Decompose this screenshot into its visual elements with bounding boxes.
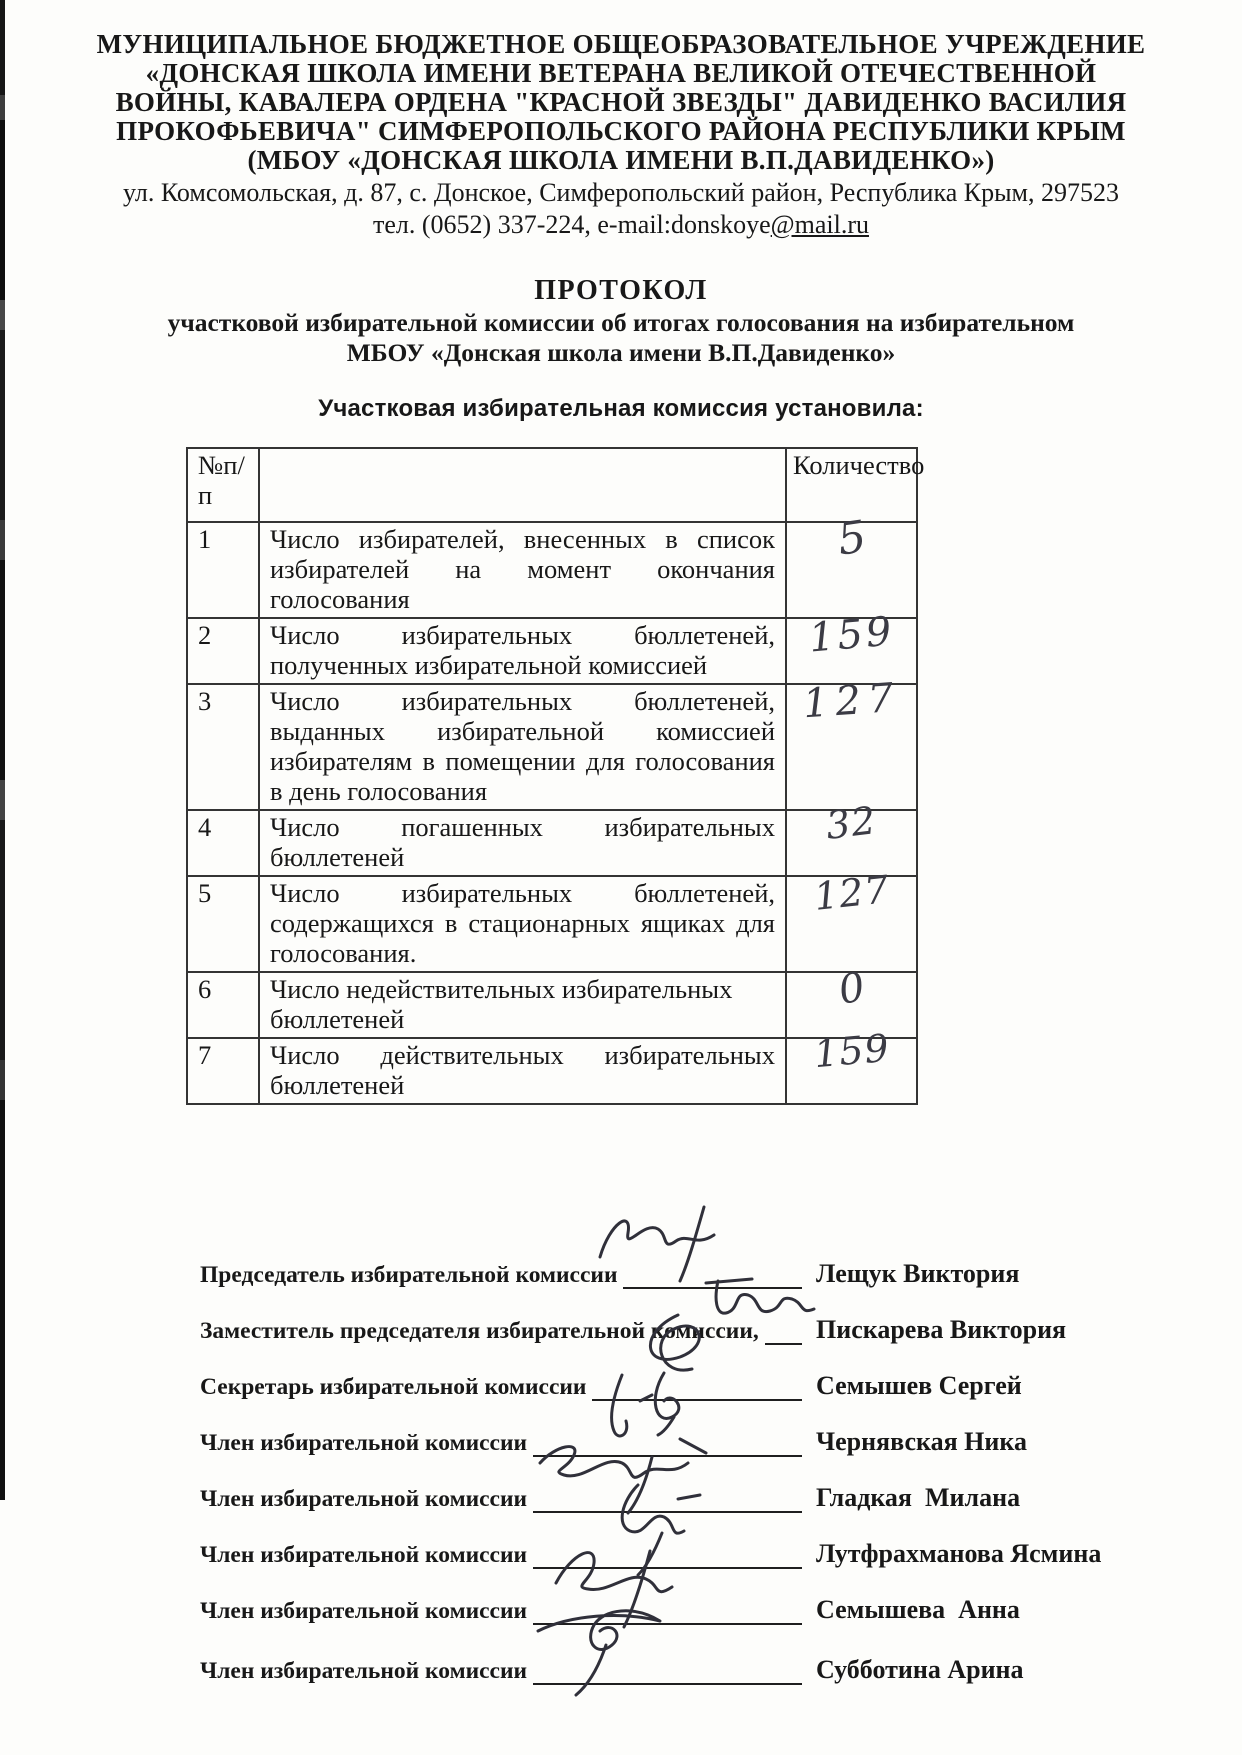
row-num: 4 <box>187 810 259 876</box>
handwritten-value: 159 <box>806 608 897 662</box>
letterhead-line: ВОЙНЫ, КАВАЛЕРА ОРДЕНА "КРАСНОЙ ЗВЕЗДЫ" ДАВИДЕНКО ВАСИЛИЯ <box>115 87 1127 117</box>
row-value <box>786 674 917 810</box>
signature-name: Семышев Сергей <box>816 1371 1022 1400</box>
header-desc <box>259 448 786 522</box>
signature-line <box>533 1487 802 1513</box>
row-num: 5 <box>187 876 259 972</box>
handwritten-value: 0 <box>834 964 869 1014</box>
letterhead-contacts <box>0 210 1242 239</box>
signature-line <box>765 1319 802 1345</box>
signature-name: Гладкая Милана <box>816 1483 1021 1512</box>
letterhead <box>0 0 1242 239</box>
row-value <box>786 511 917 618</box>
table-row <box>187 1038 917 1104</box>
signature-role: Член избирательной комиссии <box>200 1430 528 1456</box>
contact-email-domain: @mail.ru <box>770 210 869 239</box>
signature-row-member-1 <box>200 1401 1200 1457</box>
scan-edge-artifact <box>0 0 5 1500</box>
signature-line <box>592 1375 802 1401</box>
signature-name: Лутфрахманова Ясмина <box>816 1539 1102 1568</box>
handwritten-value: 159 <box>811 1025 892 1077</box>
document-subtitle-2: МБОУ «Донская школа имени В.П.Давиденко» <box>346 338 896 367</box>
row-desc: Число погашенных избирательных бюллетеней <box>259 810 786 876</box>
table-row <box>187 810 917 876</box>
signature-line <box>533 1543 802 1569</box>
row-num: 2 <box>187 618 259 684</box>
letterhead-line: МУНИЦИПАЛЬНОЕ БЮДЖЕТНОЕ ОБЩЕОБРАЗОВАТЕЛЬНОЕ УЧРЕЖДЕНИЕ <box>96 29 1146 59</box>
row-value <box>786 867 917 972</box>
letterhead-line: (МБОУ «ДОНСКАЯ ШКОЛА ИМЕНИ В.П.ДАВИДЕНКО») <box>247 145 995 175</box>
results-table <box>186 447 925 1105</box>
table-row <box>187 618 917 684</box>
table-row <box>187 522 917 618</box>
signature-role: Секретарь избирательной комиссии <box>200 1374 587 1400</box>
signature-row-secretary <box>200 1345 1200 1401</box>
lead-sentence: Участковая избирательная комиссия установила: <box>318 395 924 422</box>
signature-role: Член избирательной комиссии <box>200 1598 528 1624</box>
row-desc: Число недействительных избирательных бюллетеней <box>259 972 786 1038</box>
document-title-block <box>0 276 1242 366</box>
table-header-row <box>187 448 917 522</box>
signature-row-member-2 <box>200 1457 1200 1513</box>
signature-line <box>533 1659 802 1685</box>
signature-row-chairman <box>200 1233 1200 1289</box>
handwritten-value: 5 <box>834 511 869 566</box>
signature-name: Пискарева Виктория <box>816 1315 1067 1344</box>
signature-role: Член избирательной комиссии <box>200 1486 528 1512</box>
signature-line <box>533 1431 802 1457</box>
letterhead-line: ПРОКОФЬЕВИЧА" СИМФЕРОПОЛЬСКОГО РАЙОНА РЕСПУБЛИКИ КРЫМ <box>116 116 1126 146</box>
row-desc: Число избирателей, внесенных в список избирателей на момент окончания голосования <box>259 522 786 618</box>
row-value <box>786 798 917 876</box>
table-row <box>187 876 917 972</box>
row-desc: Число избирательных бюллетеней, выданных избирательной комиссией избирателям в помещении для голосования в день голосования <box>259 684 786 810</box>
row-num: 1 <box>187 522 259 618</box>
table-row <box>187 684 917 810</box>
letterhead-line: «ДОНСКАЯ ШКОЛА ИМЕНИ ВЕТЕРАНА ВЕЛИКОЙ ОТЕЧЕСТВЕННОЙ <box>145 58 1097 88</box>
row-value <box>786 1025 917 1104</box>
contact-phone-email: тел. (0652) 337-224, e-mail:donskoye <box>373 210 771 239</box>
signature-name: Семышева Анна <box>816 1595 1020 1624</box>
signature-role: Член избирательной комиссии <box>200 1542 528 1568</box>
signature-row-member-5 <box>200 1629 1200 1685</box>
header-num: №п/п <box>187 448 259 522</box>
handwritten-value: 32 <box>823 798 880 848</box>
signature-row-member-3 <box>200 1513 1200 1569</box>
signature-role: Член избирательной комиссии <box>200 1658 528 1684</box>
row-desc: Число избирательных бюллетеней, полученных избирательной комиссией <box>259 618 786 684</box>
handwritten-value: 127 <box>811 867 892 919</box>
signature-row-deputy <box>200 1289 1200 1345</box>
signature-name: Субботина Арина <box>816 1655 1024 1684</box>
table-row <box>187 972 917 1038</box>
row-num: 6 <box>187 972 259 1038</box>
header-qty: Количество <box>786 448 917 522</box>
document-title: ПРОТОКОЛ <box>534 275 708 306</box>
document-subtitle-1: участковой избирательной комиссии об итогах голосования на избирательном <box>167 308 1075 337</box>
signature-line <box>623 1263 802 1289</box>
handwritten-value: 127 <box>801 674 902 728</box>
signature-role: Заместитель председателя избирательной комиссии, <box>200 1318 759 1344</box>
row-desc: Число избирательных бюллетеней, содержащихся в стационарных ящиках для голосования. <box>259 876 786 972</box>
row-num: 7 <box>187 1038 259 1104</box>
signature-line <box>533 1599 802 1625</box>
letterhead-address: ул. Комсомольская, д. 87, с. Донское, Симферопольский район, Республика Крым, 297523 <box>122 178 1120 207</box>
signature-row-member-4 <box>200 1569 1200 1625</box>
row-num: 3 <box>187 684 259 810</box>
signature-block <box>200 1233 1200 1685</box>
signature-role: Председатель избирательной комиссии <box>200 1262 618 1288</box>
row-desc: Число действительных избирательных бюллетеней <box>259 1038 786 1104</box>
signature-name: Чернявская Ника <box>816 1427 1027 1456</box>
signature-name: Лещук Виктория <box>816 1259 1020 1288</box>
